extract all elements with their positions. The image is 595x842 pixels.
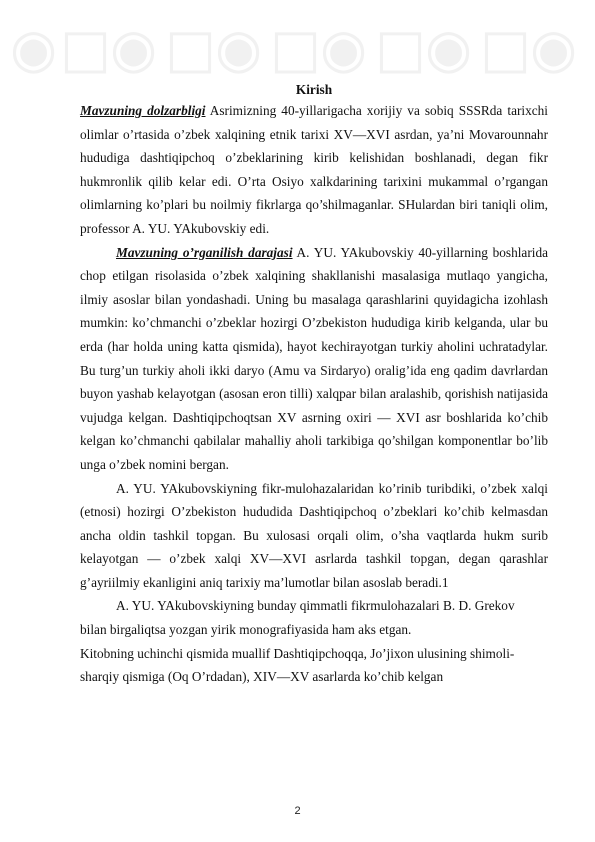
study-level-lead: Mavzuning o’rganilish darajasi — [116, 244, 293, 260]
study-level-text: A. YU. YAkubovskiy 40-yillarning boshlarida chop etilgan risolasida o’zbek xalqining shakllanishi masalasiga mutlaqo yangicha, ilmiy asoslar bilan yondashadi. Uning bu masalaga qarashlarini quyidagicha izohlash mumkin: ko’chmanchi o’zbeklar hozirgi O’zbekiston hududiga kirib kelganda, ular bu erda (har holda uning katta qismida), hayot kechirayotgan turkiy aholini uchratadylar. Bu turg’un turkiy aholi ikki daryo (Amu va Sirdaryo) oralig’ida eng qadim davrlardan buyon yashab kelayotgan (asosan eron tilli) xalqpar bilan aralashib, qorishish natijasida vujudga kelgan. Dashtiqipchoqtsan XV asrning oxiri — XVI asr boshlarida ko’chib kelgan ko’chmanchi qabilalar mahalliy aholi tarkibiga qo’shilgan komponentlar bo’lib unga o’zbek nomini bergan. — [80, 244, 549, 472]
section-heading: Kirish — [295, 82, 333, 97]
relevance-text: Asrimizning 40-yillarigacha xorijiy va sobiq SSSRda tarixchi olimlar o’rtasida o’zbek xalqining etnik tarixi XV—XVI asrdan, ya’ni Movarounnahr hududiga dashtiqipchoq o’zbeklarining kirib kelishidan boshlanadi, degan fikr hukmronlik qilib kelar edi. O’rta Osiyo xalkdarining tarixini mukammal o’rgangan olimlarning ko’plari bu noilmiy fikrlarga qo’shilmaganlar. SHulardan biri taniqli olim, professor A. YU. YAkubovskiy edi. — [80, 103, 548, 236]
extra-line-3: Kitobning uchinchi qismida muallif Dashtiqipchoqqa, Jo’jixon ulusining shimoli- — [80, 645, 515, 661]
paragraph-conclusion — [80, 477, 548, 595]
watermark: ◉ □ ◉ □ ◉ □ ◉ □ ◉ □ ◉ — [10, 16, 580, 80]
relevance-lead: Mavzuning dolzarbligi — [80, 103, 206, 118]
paragraph-relevance — [80, 99, 548, 241]
extra-line-2: bilan birgaliqtsa yozgan yirik monografiyasida ham aks etgan. — [80, 622, 412, 638]
page-number: 2 — [294, 805, 301, 817]
extra-line-1: A. YU. YAkubovskiyning bunday qimmatli fikrmulohazalari B. D. Grekov — [116, 598, 515, 614]
conclusion-text: A. YU. YAkubovskiyning fikr-mulohazalaridan ko’rinib turibdiki, o’zbek xalqi (etnosi) hozirgi O’zbekiston hududida Dashtiqipchoq o’zbeklari ko’chib kelmasdan ancha oldin tashkil topgan. Bu xulosasi orqali olim, o’sha vaqtlarda hukm surib kelayotgan — o’zbek xalqi XV—XVI asrlarda tashkil topgan, degan qarashlar g’ayriilmiy ekanligini aniq tarixiy ma’lumotlar bilan asoslab beradi.1 — [80, 480, 548, 590]
extra-line-4: sharqiy qismiga (Oq O’rdadan), XIV—XV asarlarda ko’chib kelgan — [80, 669, 444, 685]
document-body — [80, 81, 548, 689]
paragraph-study-level — [80, 241, 548, 477]
extra-lines — [80, 594, 548, 688]
